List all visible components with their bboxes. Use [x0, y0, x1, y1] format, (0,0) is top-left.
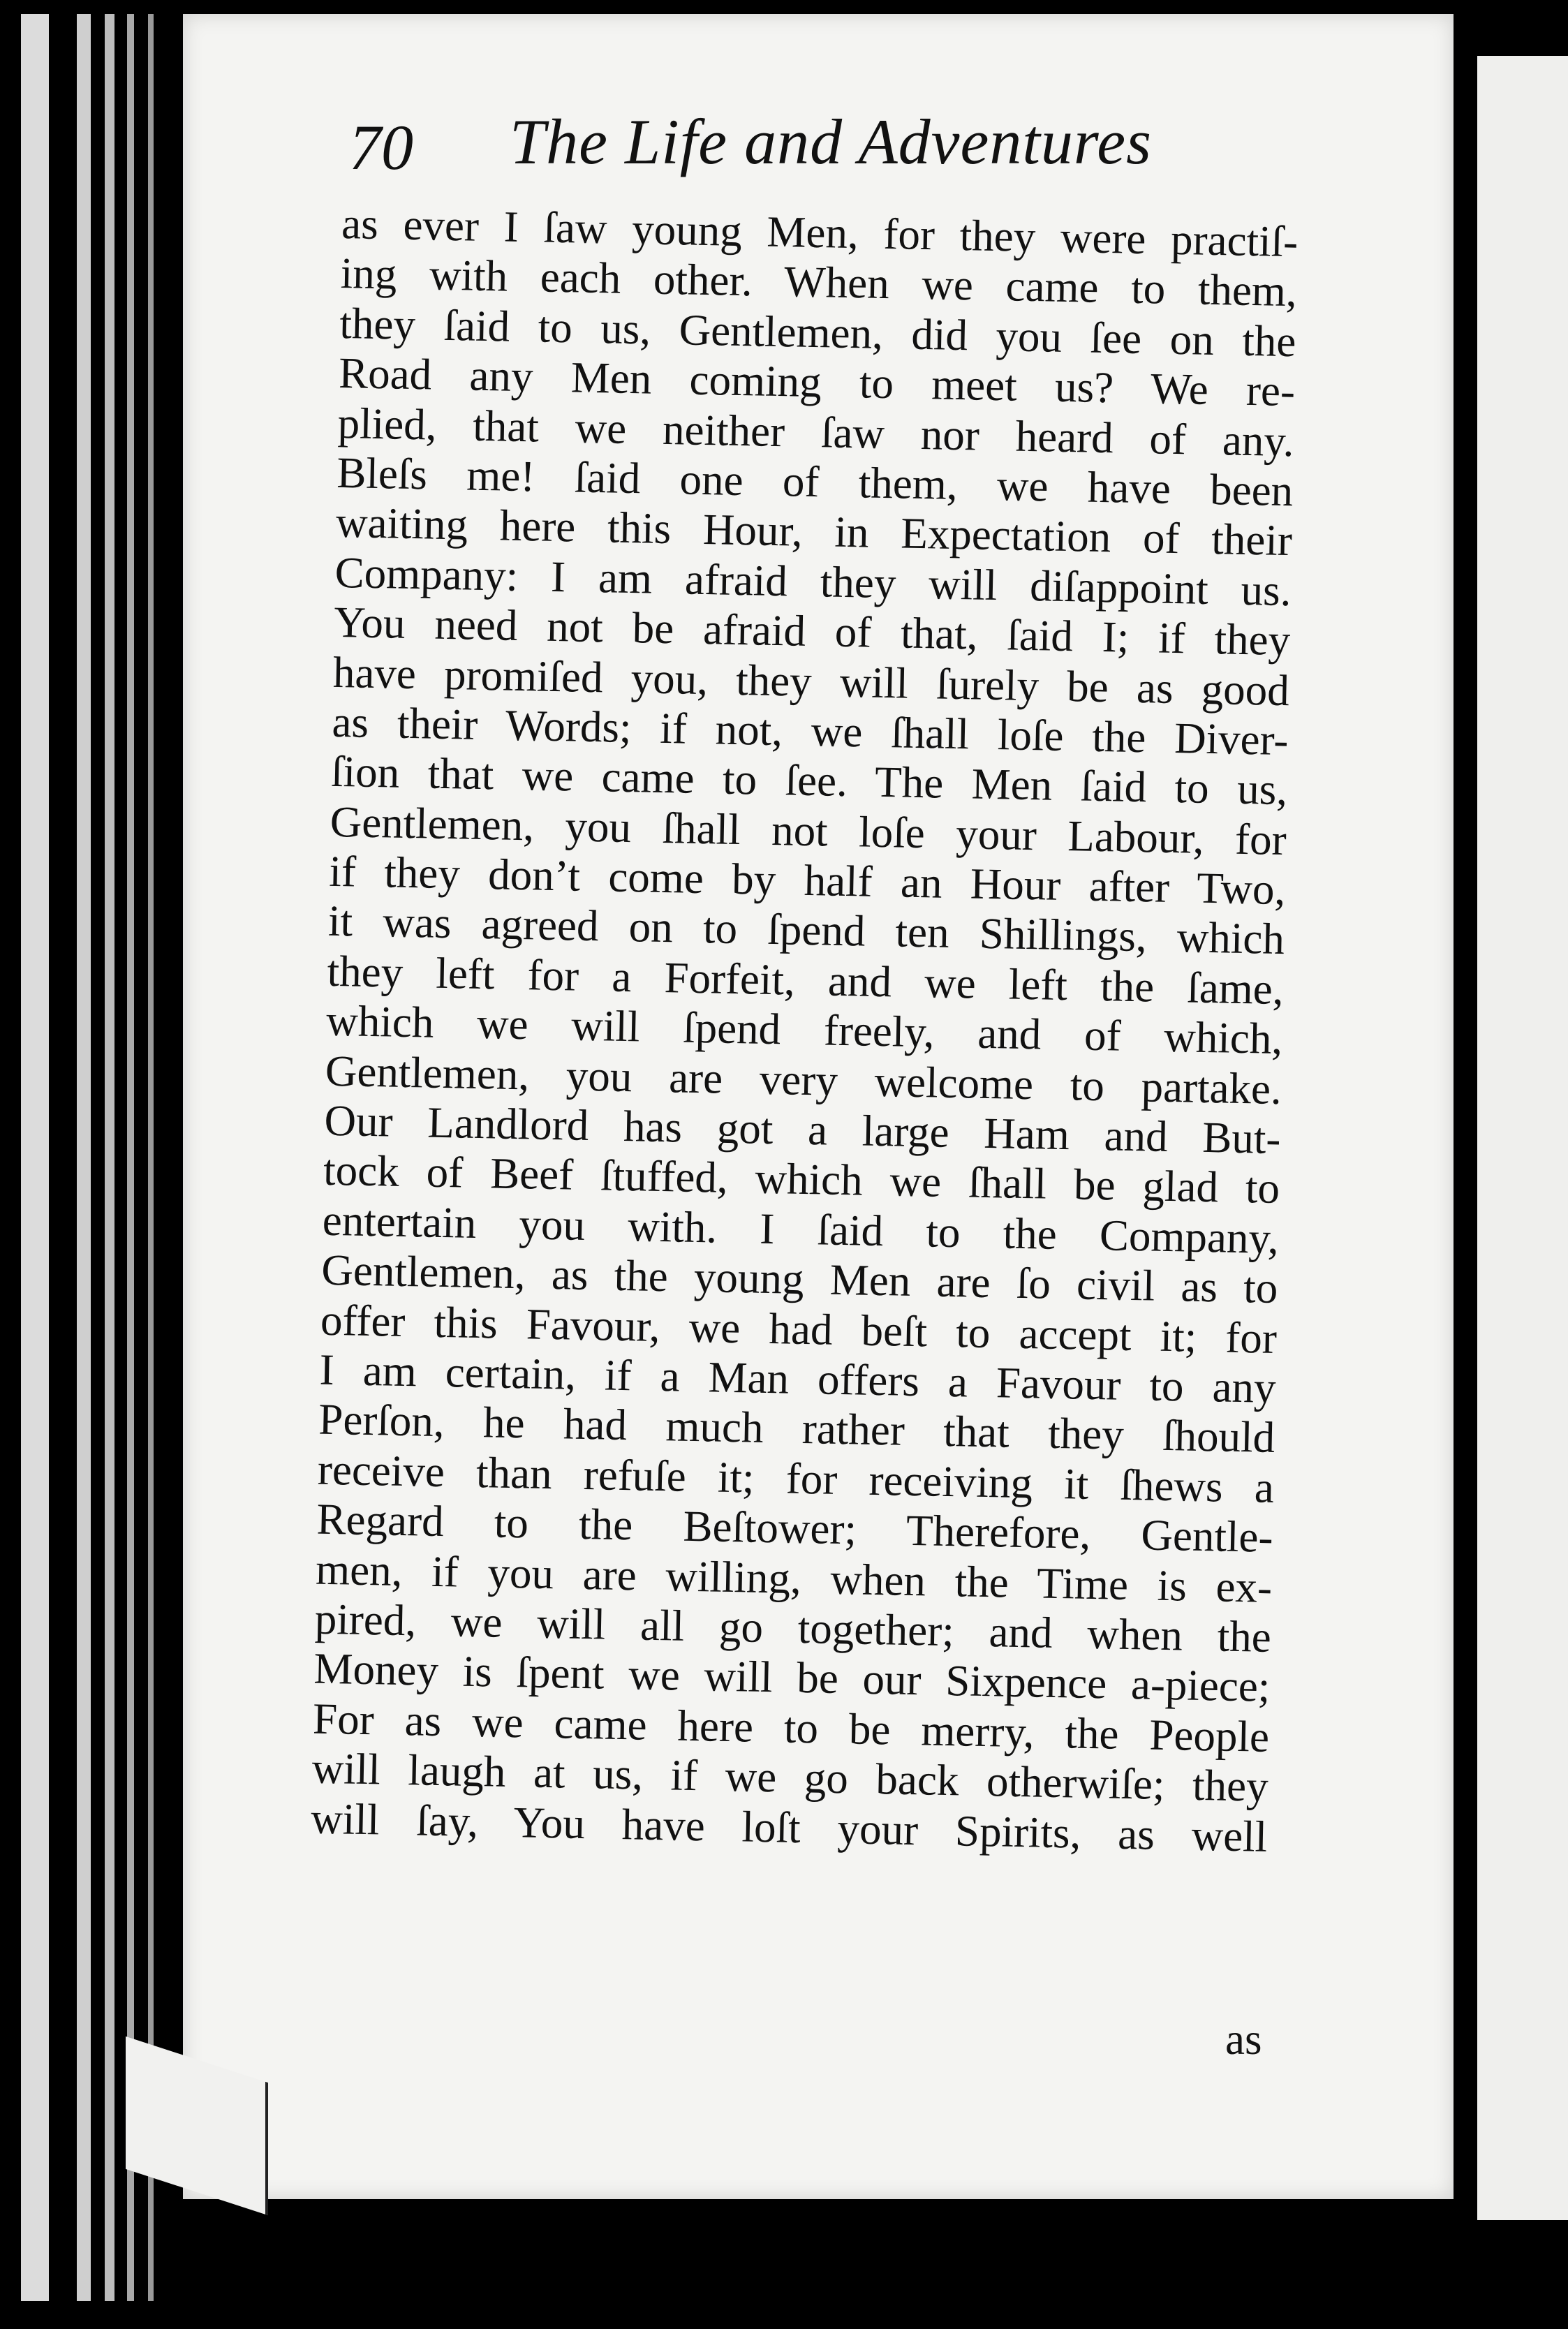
catchword: as: [1225, 2015, 1262, 2064]
body-text: [311, 199, 1299, 1862]
text-line: which we will ſpend freely, and of which,: [325, 996, 1283, 1064]
text-line: have promiſed you, they will ſurely be as good: [332, 647, 1290, 715]
text-line: will laugh at us, if we go back otherwiſe; they: [311, 1743, 1269, 1811]
page-edge: [148, 14, 154, 2301]
text-line: Bleſs me! ſaid one of them, we have been: [336, 448, 1294, 516]
text-line: For as we came here to be merry, the People: [312, 1694, 1270, 1761]
text-line: Gentlemen, you are very welcome to partake.: [325, 1046, 1282, 1114]
text-line: Our Landlord has got a large Ham and But-: [323, 1095, 1282, 1164]
page-edge: [105, 14, 114, 2301]
page-number: 70: [349, 112, 413, 183]
text-line: ſion that we came to ſee. The Men ſaid to us,: [330, 747, 1288, 815]
text-line: Regard to the Beſtower; Therefore, Gentle-: [316, 1494, 1274, 1562]
text-line: offer this Favour, we had beſt to accept it; for: [320, 1295, 1278, 1363]
text-line: Gentlemen, as the young Men are ſo civil as to: [320, 1245, 1278, 1313]
text-line: as their Words; if not, we ſhall loſe the Diver-: [331, 697, 1289, 765]
text-line: men, if you are willing, when the Time is ex-: [315, 1544, 1273, 1612]
text-line: they left for a Forfeit, and we left the ſame,: [327, 946, 1285, 1014]
text-line: receive than refuſe it; for receiving it ſhews a: [317, 1444, 1275, 1512]
page-edge: [77, 14, 91, 2301]
text-line: Perſon, he had much rather that they ſhould: [318, 1395, 1275, 1463]
text-line: I am certain, if a Man offers a Favour to any: [319, 1345, 1277, 1412]
running-head: The Life and Adventures: [510, 106, 1152, 177]
text-line: plied, that we neither ſaw nor heard of any.: [337, 398, 1295, 466]
text-line: if they don’t come by half an Hour after Two,: [328, 846, 1286, 915]
text-line: will ſay, You have loſt your Spirits, as well: [310, 1794, 1268, 1861]
facing-page-edge: [1477, 56, 1568, 2220]
text-line: pired, we will all go together; and when the: [314, 1594, 1272, 1662]
text-line: Gentlemen, you ſhall not loſe your Labour, for: [330, 797, 1287, 864]
text-line: entertain you with. I ſaid to the Company,: [322, 1195, 1280, 1263]
text-line: it was agreed on to ſpend ten Shillings, which: [327, 896, 1285, 964]
text-line: ing with each other. When we came to them,: [340, 249, 1298, 316]
text-line: Money is ſpent we will be our Sixpence a-piece;: [313, 1643, 1271, 1712]
page-edge: [127, 14, 134, 2301]
text-line: You need not be afraid of that, ſaid I; if they: [333, 598, 1291, 665]
text-line: they ſaid to us, Gentlemen, did you ſee on the: [339, 298, 1297, 367]
text-line: Company: I am afraid they will diſappoint us.: [334, 547, 1292, 615]
text-line: Road any Men coming to meet us? We re-: [338, 348, 1296, 416]
page-edge: [21, 14, 49, 2301]
page-header: [349, 105, 1285, 195]
text-line: as ever I ſaw young Men, for they were practiſ-: [341, 199, 1299, 267]
text-line: tock of Beef ſtuffed, which we ſhall be glad to: [323, 1146, 1280, 1213]
text-line: waiting here this Hour, in Expectation of their: [335, 498, 1293, 565]
